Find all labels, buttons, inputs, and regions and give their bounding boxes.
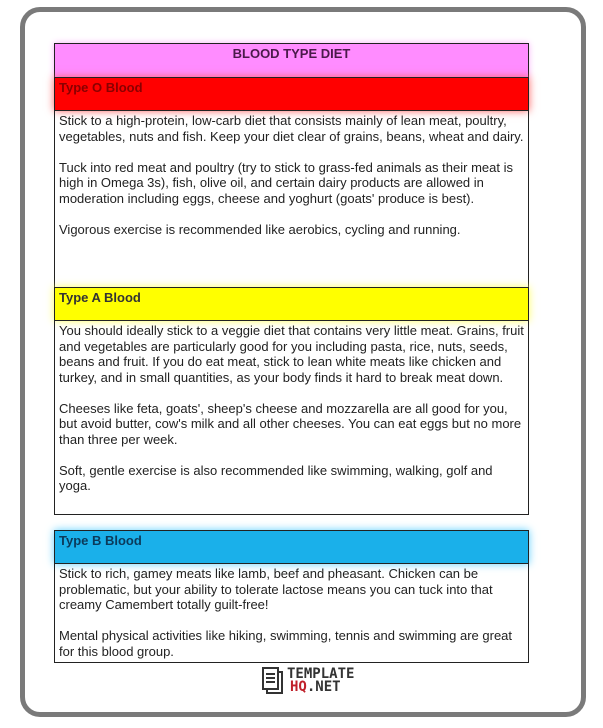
paragraph: You should ideally stick to a veggie diet that contains very little meat. Grains, fruit and vegetables are particularly good for you including pasta, rice, nuts, seeds, beans and fruit. If you do eat meat, stick to lean white meats like chicken and turkey, and in small quantities, as your body finds it hard to break meat down.: [59, 323, 524, 385]
type-b-content: [54, 563, 529, 663]
type-a-heading: Type A Blood: [54, 287, 529, 321]
type-a-content: [54, 320, 529, 515]
type-o-heading: Type O Blood: [54, 77, 529, 111]
type-o-content: [54, 110, 529, 288]
paragraph: Mental physical activities like hiking, swimming, tennis and swimming are great for this blood group.: [59, 628, 513, 659]
logo-hq: HQ: [290, 679, 307, 695]
paragraph: Cheeses like feta, goats', sheep's cheese and mozzarella are all good for you, but avoid butter, cow's milk and all other cheeses. You can eat eggs but no more than three per week.: [59, 400, 522, 447]
document-icon: [262, 667, 284, 695]
paragraph: Vigorous exercise is recommended like aerobics, cycling and running.: [59, 221, 461, 237]
logo-net: .NET: [306, 679, 341, 695]
paragraph: Tuck into red meat and poultry (try to stick to grass-fed animals as their meat is high in Omega 3s), fish, olive oil, and certain dairy products are allowed in moderation including eggs, cheese and yoghurt (goats' produce is best).: [59, 159, 513, 206]
type-b-heading: Type B Blood: [54, 530, 529, 564]
paragraph: Stick to rich, gamey meats like lamb, beef and pheasant. Chicken can be problematic, but your ability to tolerate lactose means you can tuck into that creamy Camembert totally guilt-free!: [59, 566, 493, 612]
paragraph: Stick to a high-protein, low-carb diet that consists mainly of lean meat, poultry, vegetables, nuts and fish. Keep your diet clear of grains, beans, wheat and dairy.: [59, 113, 524, 144]
document-title: BLOOD TYPE DIET: [54, 43, 529, 78]
paragraph: Soft, gentle exercise is also recommended like swimming, walking, golf and yoga.: [59, 462, 493, 493]
templatehq-logo: [262, 667, 354, 695]
logo-line1: TEMPLATE: [287, 666, 355, 682]
